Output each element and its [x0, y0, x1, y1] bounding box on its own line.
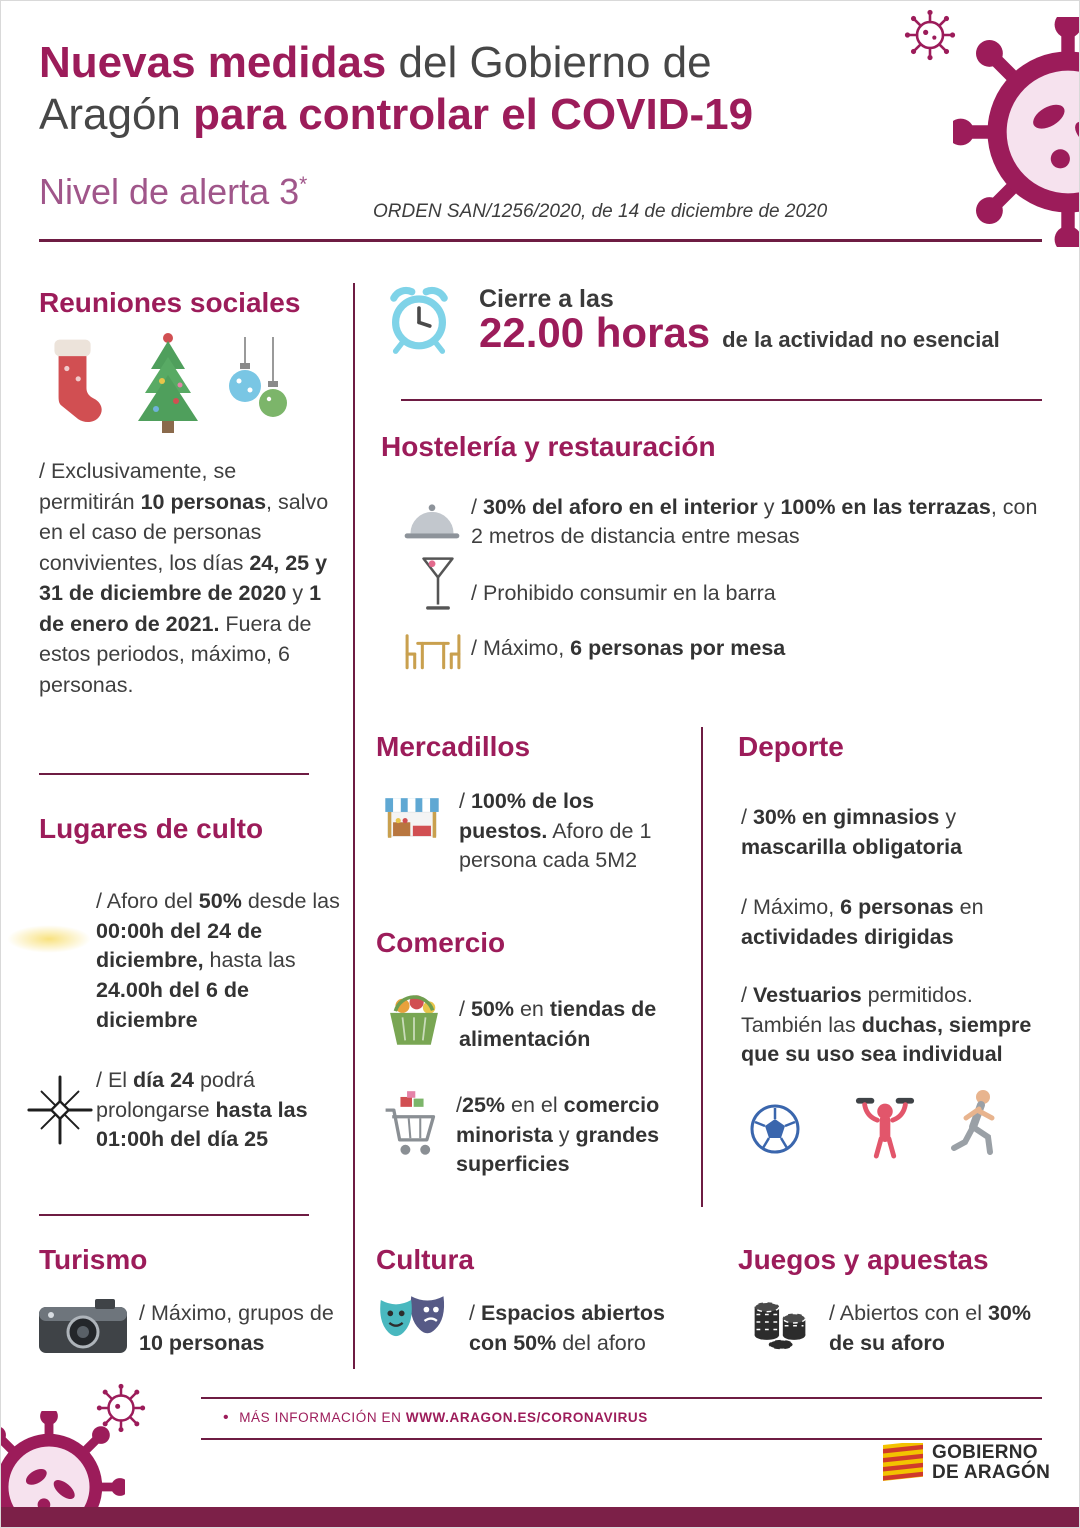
footer-info-text: MÁS INFORMACIÓN EN WWW.ARAGON.ES/CORONAVIRUS: [239, 1410, 648, 1425]
turismo-item-1: / Máximo, grupos de 10 personas: [139, 1301, 334, 1355]
glow-icon: [7, 925, 91, 953]
section-title-hosteleria: Hostelería y restauración: [381, 431, 716, 462]
section-title-culto: Lugares de culto: [39, 813, 264, 844]
header-divider: [39, 239, 1042, 242]
culto-item-2: / El día 24 podrá prolongarse hasta las 01:00h del día 25: [96, 1068, 308, 1152]
column-divider: [701, 727, 703, 1207]
divider: [201, 1397, 1042, 1399]
soccer-ball-icon: [749, 1103, 801, 1155]
section-title-reuniones: Reuniones sociales: [39, 287, 301, 318]
weightlifting-icon: [853, 1091, 917, 1159]
bottom-bar: [1, 1507, 1080, 1528]
alert-level-text: Nivel de alerta 3: [39, 171, 300, 212]
bullet-icon: •: [223, 1409, 230, 1426]
camera-icon: [37, 1295, 129, 1357]
divider: [401, 399, 1042, 401]
hosteleria-item-2: / Prohibido consumir en la barra: [471, 581, 776, 605]
closing-time: 22.00 horas: [479, 309, 711, 356]
alert-level: [39, 171, 307, 213]
cultura-item-1: / Espacios abiertos con 50% del aforo: [469, 1301, 665, 1355]
column-divider: [353, 283, 355, 1369]
grocery-basket-icon: [383, 989, 445, 1051]
section-title-cultura: Cultura: [376, 1244, 474, 1275]
table-chairs-icon: [401, 629, 465, 673]
footer-info: [223, 1409, 648, 1427]
running-icon: [949, 1089, 1005, 1159]
sparkle-star-icon: [25, 1075, 95, 1145]
cocktail-icon: [421, 553, 455, 617]
hosteleria-item-3: / Máximo, 6 personas por mesa: [471, 636, 786, 660]
alert-asterisk: *: [299, 173, 308, 196]
page-title: Nuevas medidas del Gobierno de Aragón para controlar el COVID-19: [39, 38, 754, 139]
culto-item-1: / Aforo del 50% desde las 00:00h del 24 de diciembre, hasta las 24.00h del 6 de diciembre: [96, 889, 340, 1032]
juegos-item-1: / Abiertos con el 30% de su aforo: [829, 1301, 1031, 1355]
theater-masks-icon: [377, 1289, 453, 1351]
divider: [39, 773, 309, 775]
virus-icon: [953, 17, 1080, 247]
christmas-stocking-icon: [41, 337, 103, 431]
mercadillos-item-1: / 100% de los puestos. Aforo de 1 persona cada 5M2: [459, 789, 652, 873]
aragon-flag-icon: [883, 1443, 923, 1483]
logo-line-1: GOBIERNO: [932, 1442, 1038, 1464]
comercio-item-2: /25% en el comercio minorista y grandes superficies: [456, 1093, 660, 1177]
divider: [39, 1214, 309, 1216]
reuniones-text: / Exclusivamente, se permitirán 10 personas, salvo en el caso de personas convivientes, los días 24, 25 y 31 de diciembre de 2020 y 1 de enero de 2021. Fuera de estos periodos, máximo, 6 personas.: [39, 459, 329, 697]
deporte-item-3: / Vestuarios permitidos. También las duchas, siempre que su uso sea individual: [741, 983, 1032, 1067]
hosteleria-item-1: / 30% del aforo en el interior y 100% en las terrazas, con 2 metros de distancia entre mesas: [471, 495, 1038, 549]
logo-text: [932, 1443, 1050, 1483]
section-title-deporte: Deporte: [738, 731, 844, 762]
virus-outline-icon: [904, 9, 956, 61]
section-title-turismo: Turismo: [39, 1244, 148, 1275]
section-title-juegos: Juegos y apuestas: [738, 1244, 989, 1275]
gobierno-aragon-logo: [883, 1443, 1050, 1483]
logo-line-2: DE ARAGÓN: [932, 1462, 1051, 1483]
market-stall-icon: [381, 793, 443, 855]
closing-time-line: [479, 309, 1000, 357]
christmas-tree-icon: [127, 331, 209, 435]
poker-chips-icon: [749, 1293, 811, 1351]
section-title-mercadillos: Mercadillos: [376, 731, 531, 762]
shopping-cart-icon: [379, 1087, 445, 1163]
cloche-icon: [403, 499, 461, 543]
divider: [201, 1438, 1042, 1440]
closing-label: Cierre a las: [479, 285, 614, 313]
section-title-comercio: Comercio: [376, 927, 506, 958]
order-reference: ORDEN SAN/1256/2020, de 14 de diciembre de 2020: [373, 201, 828, 222]
deporte-item-1: / 30% en gimnasios y mascarilla obligatoria: [741, 805, 963, 859]
closing-suffix: de la actividad no esencial: [722, 327, 1000, 352]
deporte-item-2: / Máximo, 6 personas en actividades dirigidas: [741, 895, 984, 949]
alarm-clock-icon: [383, 279, 455, 355]
baubles-icon: [223, 337, 293, 429]
comercio-item-1: / 50% en tiendas de alimentación: [459, 997, 657, 1051]
